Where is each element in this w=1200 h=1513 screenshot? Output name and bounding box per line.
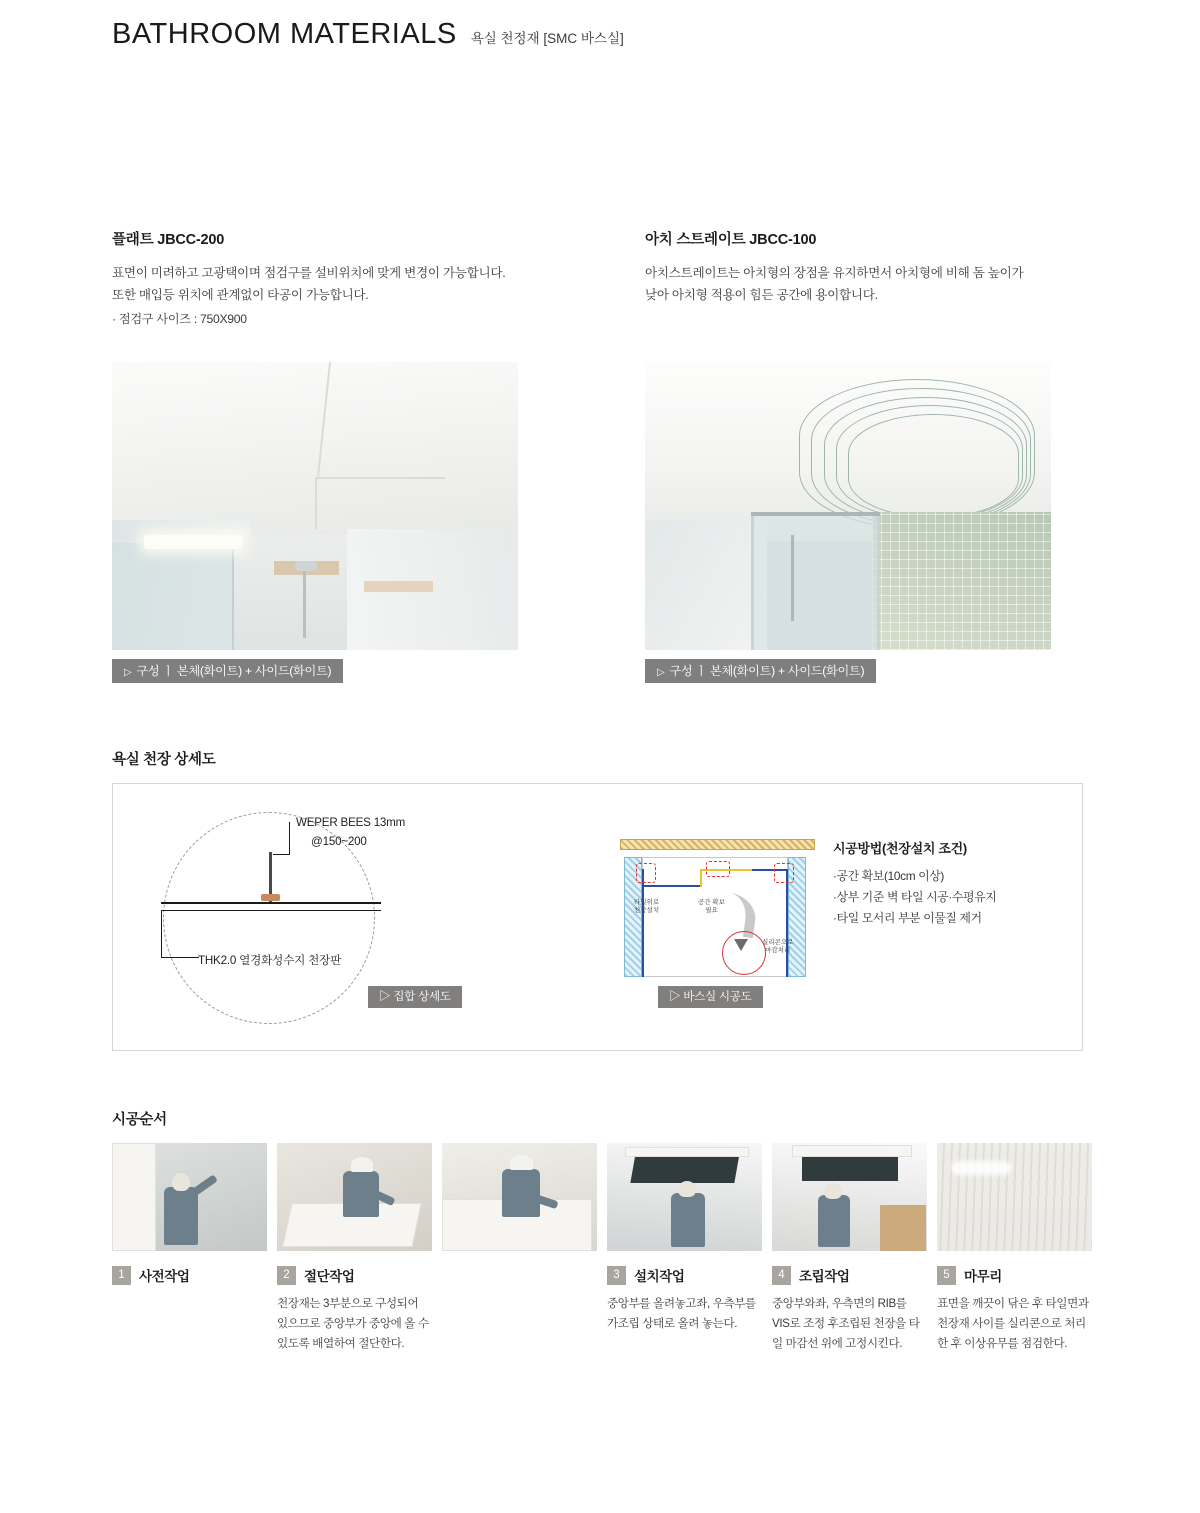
shower-pole [303,564,306,639]
product-description-line2: 낮아 아치형 적용이 힘든 공간에 용이합니다. [645,287,878,302]
page-subtitle: 욕실 천정재 [SMC 바스실] [470,31,624,46]
light-reflection [951,1161,1011,1175]
bathroom-section-drawing [610,839,820,979]
caption-assembly-detail [368,986,462,1008]
step-image-row [112,1143,1083,1251]
worker-body [164,1187,198,1245]
wall-panel [364,581,433,593]
step-image [772,1143,927,1251]
wood-cabinet [880,1205,926,1251]
pointer-arrow-icon [734,939,748,951]
step-header [277,1265,439,1285]
method-item: ·타일 모서리 부분 이물질 제거 [833,910,982,925]
step-item [112,1265,274,1294]
leader-line [273,854,290,855]
caption-text: 바스실 시공도 [683,990,752,1003]
slab-hatch [620,839,815,850]
gap-marker [700,869,702,887]
product-block-flat [112,228,532,327]
product-photo-flat [112,362,518,650]
step-number: 4 [772,1266,791,1285]
method-title: 시공방법(천장설치 조건) [833,841,967,856]
shower-head [295,561,317,571]
triangle-marker-icon: ▷ [379,990,391,1003]
step-name: 절단작업 [304,1269,355,1284]
step-header [937,1265,1099,1285]
detail-zoom-circle [722,931,766,975]
detail-highlight [706,861,730,877]
worker-head [678,1181,696,1197]
step-number: 3 [607,1266,626,1285]
ceiling-panel [625,1147,749,1157]
step-item [937,1265,1099,1354]
construction-steps [112,1143,1089,1385]
mosaic-tile-wall [872,512,1051,650]
product-photo-arch [645,362,1051,650]
step-name: 설치작업 [634,1269,685,1284]
caption-text: 구성 ㅣ 본체(화이트) + 사이드(화이트) [136,664,332,678]
product-title: 플래트 JBCC-200 [112,232,225,248]
photo-caption-arch [645,659,876,683]
step-label-row [112,1265,1089,1385]
step-description: 천장재는 3부분으로 구성되어 있으므로 중앙부가 중앙에 올 수 있도록 배열하여 절단한다. [277,1297,429,1350]
step-item [277,1265,439,1354]
detail-diagram-box [112,783,1083,1051]
ceiling-opening [802,1155,898,1181]
product-description-line1: 표면이 미려하고 고광택이며 점검구를 설비위치에 맞게 변경이 가능합니다. [112,266,506,280]
step-name: 사전작업 [139,1269,190,1284]
step-item [772,1265,934,1354]
ceiling-seam [315,477,445,479]
step-image [112,1143,267,1251]
detail-highlight [774,863,794,883]
step-name: 마무리 [964,1269,1002,1284]
ceiling-board-line [161,910,381,911]
shower-pole [791,535,794,621]
caption-bathroom-drawing [658,986,763,1008]
triangle-marker-icon: ▷ [669,990,681,1003]
step-item [607,1265,769,1334]
label-weper-bees: WEPER BEES 13mm [296,816,406,829]
product-description-line1: 아치스트레이트는 아치형의 장점을 유지하면서 아치형에 비해 돔 높이가 [645,266,1024,280]
product-title: 아치 스트레이트 JBCC-100 [645,232,817,248]
ceiling-panel [792,1145,912,1157]
worker-head [172,1173,190,1191]
step-number: 5 [937,1266,956,1285]
finished-ceiling-ribs [937,1143,1092,1251]
step-number: 1 [112,1266,131,1285]
step-description: 중앙부를 올려놓고좌, 우측부를 가조립 상태로 올려 놓는다. [607,1297,756,1330]
product-description-line2: 또한 매입등 위치에 관계없이 타공이 가능합니다. [112,287,369,302]
section-title-detail: 욕실 천장 상세도 [112,752,216,768]
ceiling-edge-line [786,869,788,977]
method-item: ·상부 기준 벽 타일 시공·수평유지 [833,889,997,904]
note-tile-ceiling: 타일위로 천장설치 [634,899,660,915]
ceiling-light [144,535,241,549]
photo-caption-flat [112,659,343,683]
shower-glass [112,543,234,650]
ceiling-board-line [161,902,381,904]
note-space-required: 공간 확보 필요 [698,899,725,915]
worker-head [824,1183,842,1199]
step-header [112,1265,274,1285]
step-image [937,1143,1092,1251]
caption-text: 집합 상세도 [393,990,451,1003]
worker-helmet [351,1157,373,1172]
leader-line [289,822,290,854]
triangle-marker-icon: ▷ [124,667,132,678]
step-description: 중앙부와좌, 우측면의 RIB를 VIS로 조정 후조립된 천장을 타일 마감선 위에 고정시킨다. [772,1297,920,1350]
page-title: BATHROOM MATERIALS [112,18,457,50]
product-block-arch [645,228,1065,306]
page-header [112,18,624,51]
step-image [277,1143,432,1251]
ceiling-opening [630,1153,739,1183]
shower-glass [751,512,881,650]
label-thickness: THK2.0 열경화성수지 천장판 [198,954,342,967]
step-header [772,1265,934,1285]
ceiling-panel-line [642,885,702,887]
label-spacing: @150~200 [311,835,367,848]
anchor-washer [261,894,280,901]
ceiling-seam [315,477,317,529]
wall-left [645,520,767,650]
product-note: · 점검구 사이즈 : 750X900 [112,312,247,327]
leader-line [161,957,199,958]
leader-line [161,910,162,958]
step-image [442,1143,597,1251]
step-header [607,1265,769,1285]
worker-helmet [510,1155,533,1170]
caption-text: 구성 ㅣ 본체(화이트) + 사이드(화이트) [669,664,865,678]
step-image [607,1143,762,1251]
note-silicone-finish: 실리콘으로 마감처리 [762,939,794,955]
shower-frame [751,512,881,516]
detail-highlight [636,863,656,883]
arch-rib [848,414,1019,518]
step-description: 표면을 깨끗이 닦은 후 타일면과 천장재 사이를 실리콘으로 처리한 후 이상유무를 점검한다. [937,1297,1089,1350]
triangle-marker-icon: ▷ [657,667,665,678]
step-number: 2 [277,1266,296,1285]
section-title-order: 시공순서 [112,1112,167,1128]
method-notes [833,838,1063,929]
worker-body [671,1193,705,1247]
worker-body [818,1195,850,1247]
step-name: 조립작업 [799,1269,850,1284]
wall-surface [112,1143,156,1251]
method-item: ·공간 확보(10cm 이상) [833,869,945,883]
